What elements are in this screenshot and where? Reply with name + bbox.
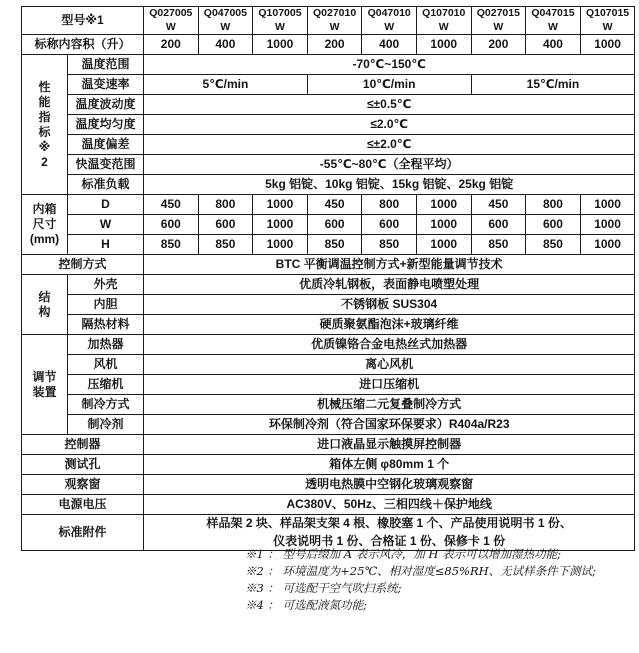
model-suffix: W (220, 20, 231, 33)
value-compressor: 进口压缩机 (144, 375, 635, 395)
value-cell: 850 (526, 235, 581, 255)
group-label-char: 标 (38, 124, 51, 139)
value-cell: 1000 (580, 215, 635, 235)
value-cell: 1000 (253, 195, 308, 215)
model-cell (362, 7, 417, 35)
model-cell (580, 7, 635, 35)
model-number: Q047010 (367, 7, 411, 19)
value-cell: 1000 (416, 235, 471, 255)
value-fluctuation: ≤±0.5℃ (144, 95, 635, 115)
row-label-volume: 标称内容积（升） (22, 35, 144, 55)
load-row (22, 175, 635, 195)
model-number: Q107010 (422, 7, 466, 19)
model-cell (253, 7, 308, 35)
value-controller: 进口液晶显示触摸屏控制器 (144, 435, 635, 455)
row-label-control-mode: 控制方式 (22, 255, 144, 275)
group-label-char: 2 (41, 154, 48, 169)
value-cell: 1000 (253, 235, 308, 255)
group-label-char: 能 (38, 94, 51, 109)
row-label-load: 标准负载 (68, 175, 144, 195)
refrigerant-row (22, 415, 635, 435)
model-suffix: W (329, 20, 340, 33)
group-label-line: 结 (38, 289, 51, 304)
value-cell: 450 (144, 195, 199, 215)
value-cell: 1000 (580, 235, 635, 255)
model-number: Q027010 (312, 7, 357, 19)
group-label-structure (22, 275, 68, 335)
value-cell: 400 (198, 35, 253, 55)
group-label-char: 性 (38, 79, 51, 94)
heater-row (22, 335, 635, 355)
note-line-2: ※2 ： 环境温度为+25℃、相对湿度≤85%RH、无试样条件下测试; (245, 564, 597, 578)
row-label-fluctuation: 温度波动度 (68, 95, 144, 115)
footnotes (245, 546, 596, 614)
row-label-test-hole: 测试孔 (22, 455, 144, 475)
row-label-width: W (68, 215, 144, 235)
value-cell: 800 (526, 195, 581, 215)
dim-w-row (22, 215, 635, 235)
value-cell: 850 (307, 235, 362, 255)
group-label-line: 内箱 (32, 202, 57, 217)
row-label-ramp-rate: 温变速率 (68, 75, 144, 95)
row-label-shell: 外壳 (68, 275, 144, 295)
value-cell: 450 (471, 195, 526, 215)
model-header-label: 型号※1 (22, 7, 144, 35)
value-cell: 1000 (580, 35, 635, 55)
note-line-3: ※3 ： 可选配干空气吹扫系统; (245, 581, 402, 595)
model-suffix: W (165, 20, 176, 33)
value-cell: 600 (198, 215, 253, 235)
model-header-row (22, 7, 635, 35)
row-label-insulation: 隔热材料 (68, 315, 144, 335)
row-label-controller: 控制器 (22, 435, 144, 455)
volume-row (22, 35, 635, 55)
group-label-line: 调节 (32, 369, 57, 384)
value-cell: 1000 (253, 35, 308, 55)
value-cell: 600 (144, 215, 199, 235)
value-cell: 1000 (416, 195, 471, 215)
power-row (22, 495, 635, 515)
row-label-uniformity: 温度均匀度 (68, 115, 144, 135)
test-hole-row (22, 455, 635, 475)
value-cell: 1000 (416, 215, 471, 235)
value-ramp-rate: 15℃/min (471, 75, 635, 95)
row-label-deviation: 温度偏差 (68, 135, 144, 155)
model-suffix: W (275, 20, 285, 33)
value-heater: 优质镍铬合金电热丝式加热器 (144, 335, 635, 355)
model-cell (416, 7, 471, 35)
group-label-line: (mm) (29, 232, 60, 247)
value-cell: 800 (198, 195, 253, 215)
value-deviation: ≤±2.0℃ (144, 135, 635, 155)
row-label-power: 电源电压 (22, 495, 144, 515)
dim-d-row (22, 195, 635, 215)
row-label-cooling-mode: 制冷方式 (68, 395, 144, 415)
model-cell (471, 7, 526, 35)
model-number: Q047015 (531, 7, 575, 19)
model-cell (307, 7, 362, 35)
model-suffix: W (602, 20, 613, 33)
value-cell: 850 (362, 235, 417, 255)
value-ramp-rate: 5℃/min (144, 75, 308, 95)
row-label-liner: 内胆 (68, 295, 144, 315)
controller-row (22, 435, 635, 455)
model-number: Q027015 (476, 7, 520, 19)
value-cell: 600 (471, 215, 526, 235)
insulation-row (22, 315, 635, 335)
temp-range-row (22, 55, 635, 75)
model-suffix: W (547, 20, 558, 33)
row-label-fan: 风机 (68, 355, 144, 375)
value-cell: 800 (362, 195, 417, 215)
value-cell: 850 (144, 235, 199, 255)
value-cell: 200 (307, 35, 362, 55)
model-suffix: W (384, 20, 395, 33)
value-liner: 不锈钢板 SUS304 (144, 295, 635, 315)
value-cell: 400 (526, 35, 581, 55)
value-cell: 200 (144, 35, 199, 55)
compressor-row (22, 375, 635, 395)
value-shell: 优质冷轧钢板，表面静电喷塑处理 (144, 275, 635, 295)
row-label-accessories: 标准附件 (22, 515, 144, 551)
group-label-dimensions (22, 195, 68, 255)
group-label-char: 指 (38, 109, 51, 124)
value-fast-range: -55℃~80℃（全程平均） (144, 155, 635, 175)
model-number: Q107005 (258, 7, 302, 19)
value-cell: 1000 (416, 35, 471, 55)
model-number: Q047005 (203, 7, 247, 19)
value-cell: 600 (362, 215, 417, 235)
row-label-compressor: 压缩机 (68, 375, 144, 395)
ramp-rate-row (22, 75, 635, 95)
value-test-hole: 箱体左侧 φ80mm 1 个 (144, 455, 635, 475)
row-label-refrigerant: 制冷剂 (68, 415, 144, 435)
group-label-adjust (22, 335, 68, 435)
model-number: Q107015 (585, 7, 630, 19)
value-load: 5kg 铝锭、10kg 铝锭、15kg 铝锭、25kg 铝锭 (144, 175, 635, 195)
value-cell: 850 (198, 235, 253, 255)
accessories-line-1: 样品架 2 块、样品架支架 4 根、橡胶塞 1 个、产品使用说明书 1 份、 (206, 516, 572, 531)
uniformity-row (22, 115, 635, 135)
group-label-char: ※ (38, 139, 51, 154)
row-label-height: H (68, 235, 144, 255)
model-cell (144, 7, 199, 35)
value-cell: 200 (471, 35, 526, 55)
row-label-window: 观察窗 (22, 475, 144, 495)
fluctuation-row (22, 95, 635, 115)
control-mode-row (22, 255, 635, 275)
value-control-mode: BTC 平衡调温控制方式+新型能量调节技术 (144, 255, 635, 275)
row-label-fast-range: 快温变范围 (68, 155, 144, 175)
fast-range-row (22, 155, 635, 175)
row-label-depth: D (68, 195, 144, 215)
model-suffix: W (438, 20, 449, 33)
group-label-line: 尺寸 (32, 217, 57, 232)
fan-row (22, 355, 635, 375)
group-label-performance (22, 55, 68, 195)
value-uniformity: ≤2.0℃ (144, 115, 635, 135)
value-cooling-mode: 机械压缩二元复叠制冷方式 (144, 395, 635, 415)
value-fan: 离心风机 (144, 355, 635, 375)
spec-table (21, 6, 635, 551)
liner-row (22, 295, 635, 315)
group-label-line: 装置 (32, 384, 57, 399)
value-cell: 600 (307, 215, 362, 235)
row-label-heater: 加热器 (68, 335, 144, 355)
model-number: Q027005 (149, 7, 193, 19)
note-line-1: ※1 ： 型号后缀加 A 表示风冷，加 H 表示可以增加湿热功能; (245, 547, 561, 561)
window-row (22, 475, 635, 495)
value-insulation: 硬质聚氨酯泡沫+玻璃纤维 (144, 315, 635, 335)
value-refrigerant: 环保制冷剂（符合国家环保要求）R404a/R23 (144, 415, 635, 435)
value-window: 透明电热膜中空钢化玻璃观察窗 (144, 475, 635, 495)
shell-row (22, 275, 635, 295)
value-cell: 850 (471, 235, 526, 255)
value-ramp-rate: 10℃/min (307, 75, 471, 95)
value-cell: 1000 (253, 215, 308, 235)
note-line-4: ※4 ： 可选配液氮功能; (245, 598, 368, 612)
group-label-line: 构 (38, 304, 51, 319)
row-label-temp-range: 温度范围 (68, 55, 144, 75)
accessories-line-2: 仪表说明书 1 份、合格证 1 份、保修卡 1 份 (273, 533, 506, 548)
value-cell: 1000 (580, 195, 635, 215)
value-temp-range: -70℃~150℃ (144, 55, 635, 75)
dim-h-row (22, 235, 635, 255)
value-cell: 400 (362, 35, 417, 55)
model-cell (198, 7, 253, 35)
value-power: AC380V、50Hz、三相四线＋保护地线 (144, 495, 635, 515)
cooling-mode-row (22, 395, 635, 415)
model-cell (526, 7, 581, 35)
model-suffix: W (493, 20, 504, 33)
value-cell: 600 (526, 215, 581, 235)
deviation-row (22, 135, 635, 155)
value-cell: 450 (307, 195, 362, 215)
